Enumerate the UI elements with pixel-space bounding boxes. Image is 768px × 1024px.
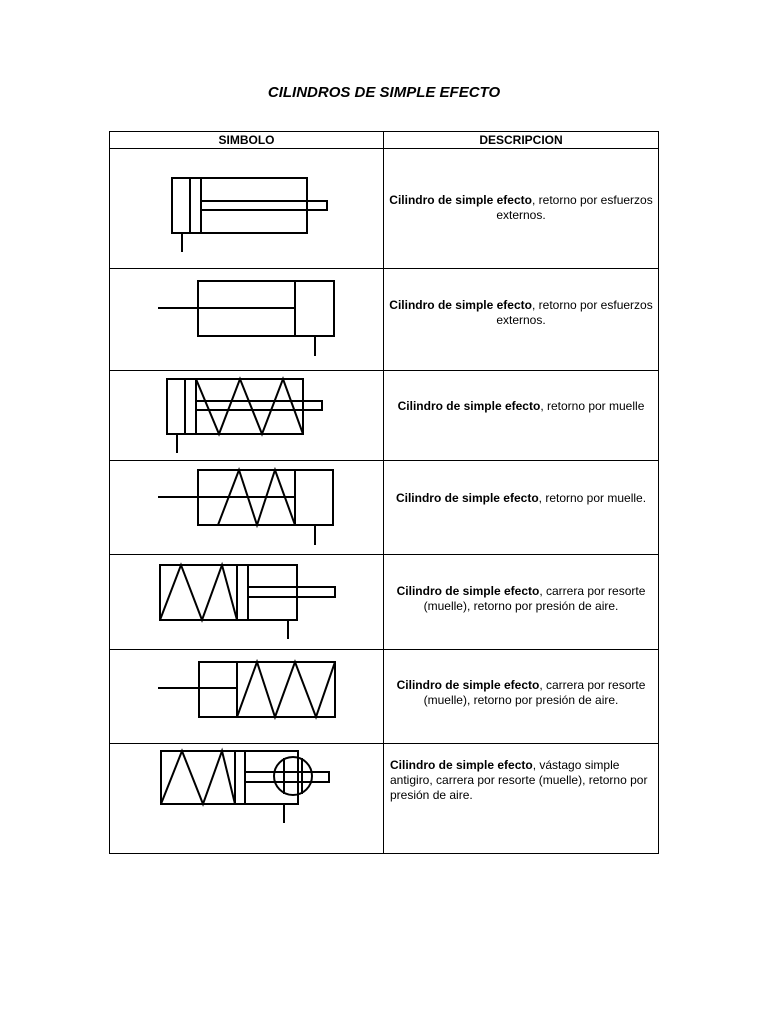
description-cell <box>384 744 659 854</box>
table-row <box>110 371 659 461</box>
description-cell <box>384 650 659 744</box>
table-row <box>110 269 659 371</box>
description-text <box>384 650 658 708</box>
single-acting-cylinder-external-return-icon <box>110 149 384 268</box>
single-acting-cylinder-spring-return-reversed-icon <box>110 461 384 554</box>
description-rest: , vástago simple antigiro, carrera por resorte (muelle), retorno por presión de aire. <box>390 758 648 802</box>
table-header-row <box>110 132 659 149</box>
description-bold: Cilindro de simple efecto <box>396 678 540 692</box>
symbol-cell <box>110 269 384 371</box>
symbol-cell <box>110 555 384 650</box>
table-row <box>110 744 659 854</box>
description-bold: Cilindro de simple efecto <box>397 399 541 413</box>
single-acting-cylinder-external-return-reversed-icon <box>110 269 384 370</box>
description-rest: , carrera por resorte (muelle), retorno por presión de aire. <box>423 678 646 707</box>
description-bold: Cilindro de simple efecto <box>390 758 533 772</box>
description-rest: , retorno por muelle. <box>538 491 647 505</box>
description-rest: , retorno por muelle <box>540 399 645 413</box>
description-cell <box>384 269 659 371</box>
description-text <box>384 371 658 414</box>
description-bold: Cilindro de simple efecto <box>395 491 539 505</box>
description-text <box>384 269 658 328</box>
description-cell <box>384 555 659 650</box>
symbol-cell <box>110 371 384 461</box>
description-text <box>390 744 652 803</box>
description-bold: Cilindro de simple efecto <box>396 584 540 598</box>
table-row <box>110 650 659 744</box>
description-rest: , carrera por resorte (muelle), retorno por presión de aire. <box>423 584 646 613</box>
description-rest: , retorno por esfuerzos externos. <box>496 193 653 222</box>
table-row <box>110 555 659 650</box>
single-acting-cylinder-spring-return-icon <box>110 371 384 460</box>
description-bold: Cilindro de simple efecto <box>389 193 532 207</box>
single-acting-cylinder-spring-stroke-icon <box>110 555 384 649</box>
cylinder-table <box>109 131 659 854</box>
description-text <box>384 461 658 506</box>
page-title: CILINDROS DE SIMPLE EFECTO <box>267 84 501 101</box>
description-cell <box>384 149 659 269</box>
description-rest: , retorno por esfuerzos externos. <box>496 298 653 327</box>
header-description: DESCRIPCION <box>384 132 659 149</box>
table-row <box>110 149 659 269</box>
symbol-cell <box>110 461 384 555</box>
header-symbol: SIMBOLO <box>110 132 384 149</box>
description-text <box>384 555 658 614</box>
single-acting-cylinder-spring-stroke-reversed-icon <box>110 650 384 743</box>
description-cell <box>384 461 659 555</box>
symbol-cell <box>110 650 384 744</box>
symbol-cell <box>110 149 384 269</box>
description-text <box>384 149 658 223</box>
description-cell <box>384 371 659 461</box>
symbol-cell <box>110 744 384 854</box>
single-acting-cylinder-anti-rotation-rod-icon <box>110 744 384 853</box>
description-bold: Cilindro de simple efecto <box>389 298 532 312</box>
table-row <box>110 461 659 555</box>
